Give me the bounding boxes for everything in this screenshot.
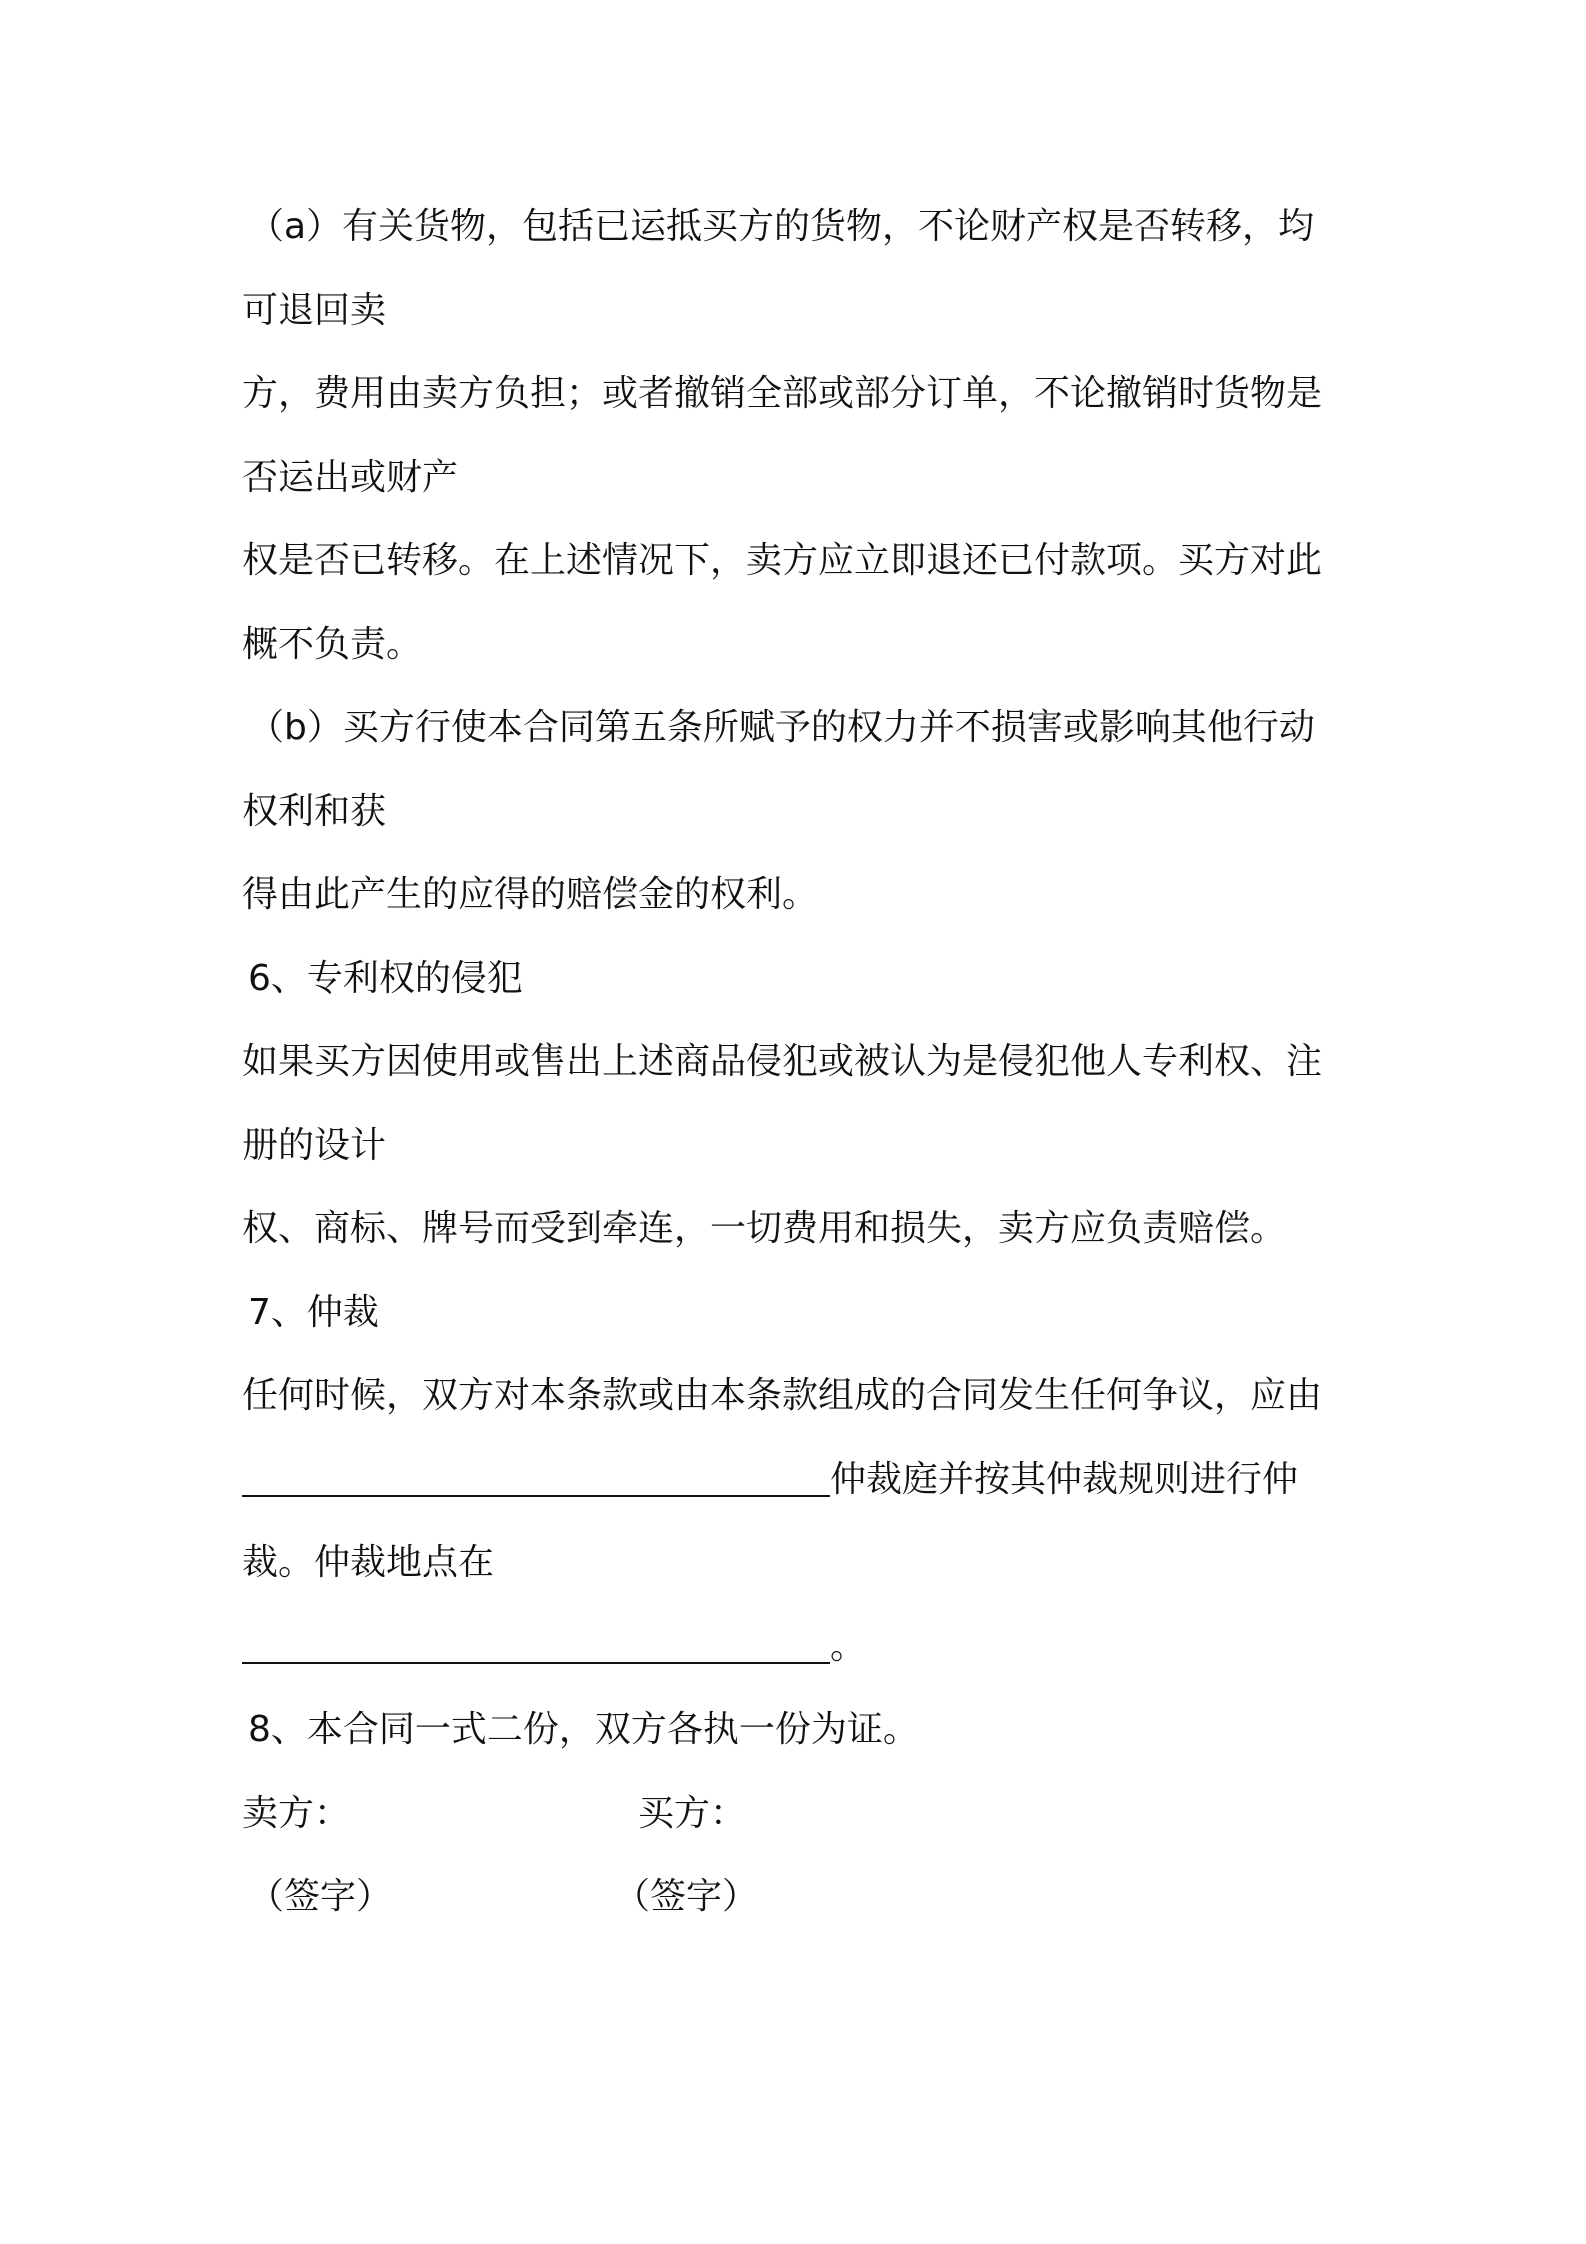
clause-5a-line-2: 可退回卖: [242, 290, 387, 331]
clause-5a-line-6: 概不负责。: [242, 624, 423, 665]
section-8-line: 8、本合同一式二份，双方各执一份为证。: [248, 1709, 919, 1750]
clause-5b-line-1: （b）买方行使本合同第五条所赋予的权力并不损害或影响其他行动: [248, 707, 1315, 748]
section-7-line-2: [242, 1458, 1298, 1502]
clause-5b-line-3: 得由此产生的应得的赔偿金的权利。: [242, 874, 819, 915]
section-6-line-3: 权、商标、牌号而受到牵连，一切费用和损失，卖方应负责赔偿。: [242, 1208, 1287, 1249]
section-7-line-2-text: 仲裁庭并按其仲裁规则进行仲: [830, 1459, 1299, 1500]
clause-5a-line-4: 否运出或财产: [242, 457, 459, 498]
section-7-line-3: 裁。仲裁地点在: [242, 1542, 495, 1583]
clause-5b-line-2: 权利和获: [242, 791, 387, 832]
section-7-line-4-text: 。: [830, 1626, 867, 1667]
clause-5a-line-5: 权是否已转移。在上述情况下，卖方应立即退还已付款项。买方对此: [242, 540, 1323, 581]
clause-5a-line-1: （a）有关货物，包括已运抵买方的货物，不论财产权是否转移，均: [248, 206, 1315, 247]
section-7-line-1: 任何时候，双方对本条款或由本条款组成的合同发生任何争议，应由: [242, 1375, 1323, 1416]
buyer-label: 买方：: [638, 1793, 747, 1834]
section-6-line-2: 册的设计: [242, 1125, 387, 1166]
section-6-heading: 6、专利权的侵犯: [248, 958, 523, 999]
arbitration-place-blank[interactable]: [242, 1626, 830, 1664]
seller-signature: （签字）: [248, 1876, 393, 1917]
arbitration-body-blank[interactable]: [242, 1459, 830, 1497]
clause-5a-line-3: 方，费用由卖方负担；或者撤销全部或部分订单，不论撤销时货物是: [242, 373, 1323, 414]
section-7-line-4: [242, 1625, 866, 1669]
buyer-signature: （签字）: [614, 1876, 759, 1917]
section-6-line-1: 如果买方因使用或售出上述商品侵犯或被认为是侵犯他人专利权、注: [242, 1041, 1323, 1082]
section-7-heading: 7、仲裁: [248, 1292, 379, 1333]
seller-label: 卖方：: [242, 1793, 351, 1834]
